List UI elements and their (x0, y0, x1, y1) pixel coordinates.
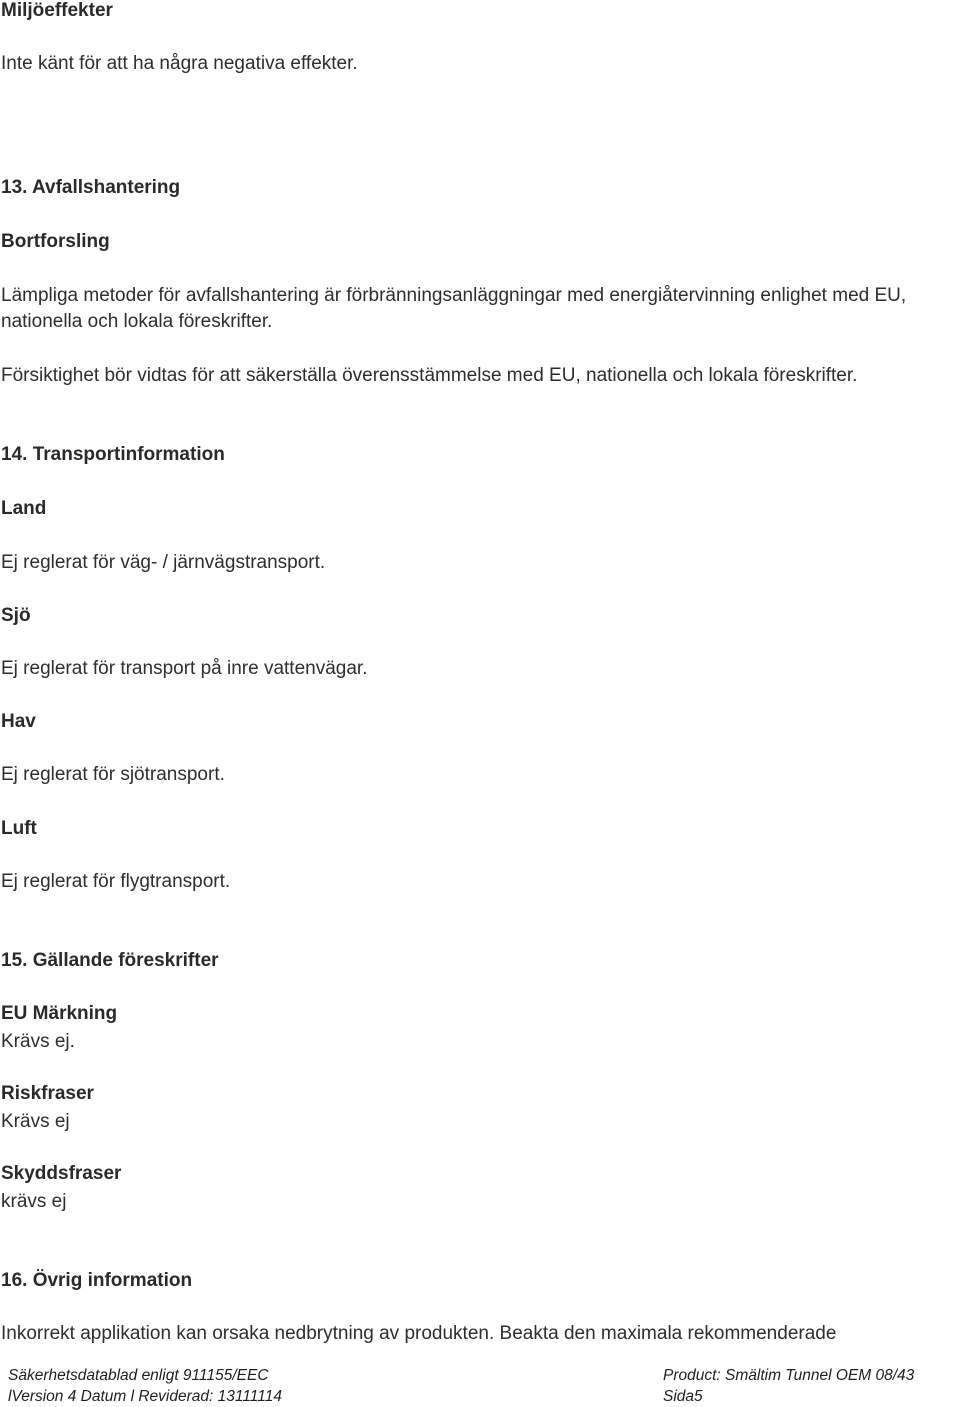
transport-ocean-text: Ej reglerat för sjötransport. (1, 764, 225, 785)
regulations-heading: 15. Gällande föreskrifter (1, 950, 219, 971)
transport-sea-text: Ej reglerat för transport på inre vattenvägar. (1, 658, 368, 679)
transport-air-label: Luft (1, 818, 37, 839)
environment-heading: Miljöeffekter (1, 0, 113, 21)
environment-text: Inte känt för att ha några negativa effekter. (1, 53, 358, 74)
transport-ocean-label: Hav (1, 711, 36, 732)
footer-product-line: Product: Smältim Tunnel OEM 08/43 (663, 1367, 915, 1384)
transport-air-text: Ej reglerat för flygtransport. (1, 871, 231, 892)
footer-page-number: Sida5 (663, 1388, 703, 1405)
eu-marking-label: EU Märkning (1, 1003, 118, 1024)
safety-phrases-label: Skyddsfraser (1, 1163, 122, 1184)
transport-land-label: Land (1, 498, 47, 519)
waste-text-line2: nationella och lokala föreskrifter. (1, 311, 273, 332)
waste-caution-text: Försiktighet bör vidtas för att säkerställa överensstämmelse med EU, nationella och lokala föreskrifter. (1, 365, 858, 386)
waste-text-line1: Lämpliga metoder för avfallshantering är förbränningsanläggningar med energiåtervinning enlighet med EU, (1, 285, 907, 306)
transport-land-text: Ej reglerat för väg- / järnvägstransport. (1, 552, 326, 573)
risk-phrases-label: Riskfraser (1, 1083, 94, 1104)
other-info-heading: 16. Övrig information (1, 1270, 193, 1291)
safety-phrases-text: krävs ej (1, 1191, 67, 1212)
footer-version-line: lVersion 4 Datum l Reviderad: 13111114 (8, 1388, 282, 1405)
waste-heading: 13. Avfallshantering (1, 177, 181, 198)
other-info-text: Inkorrekt applikation kan orsaka nedbrytning av produkten. Beakta den maximala rekommenderade (1, 1323, 837, 1344)
eu-marking-text: Krävs ej. (1, 1031, 75, 1052)
risk-phrases-text: Krävs ej (1, 1111, 70, 1132)
transport-heading: 14. Transportinformation (1, 444, 225, 465)
transport-sea-label: Sjö (1, 605, 31, 626)
footer-regulation-line: Säkerhetsdatablad enligt 911155/EEC (8, 1367, 269, 1384)
waste-subheading: Bortforsling (1, 231, 110, 252)
